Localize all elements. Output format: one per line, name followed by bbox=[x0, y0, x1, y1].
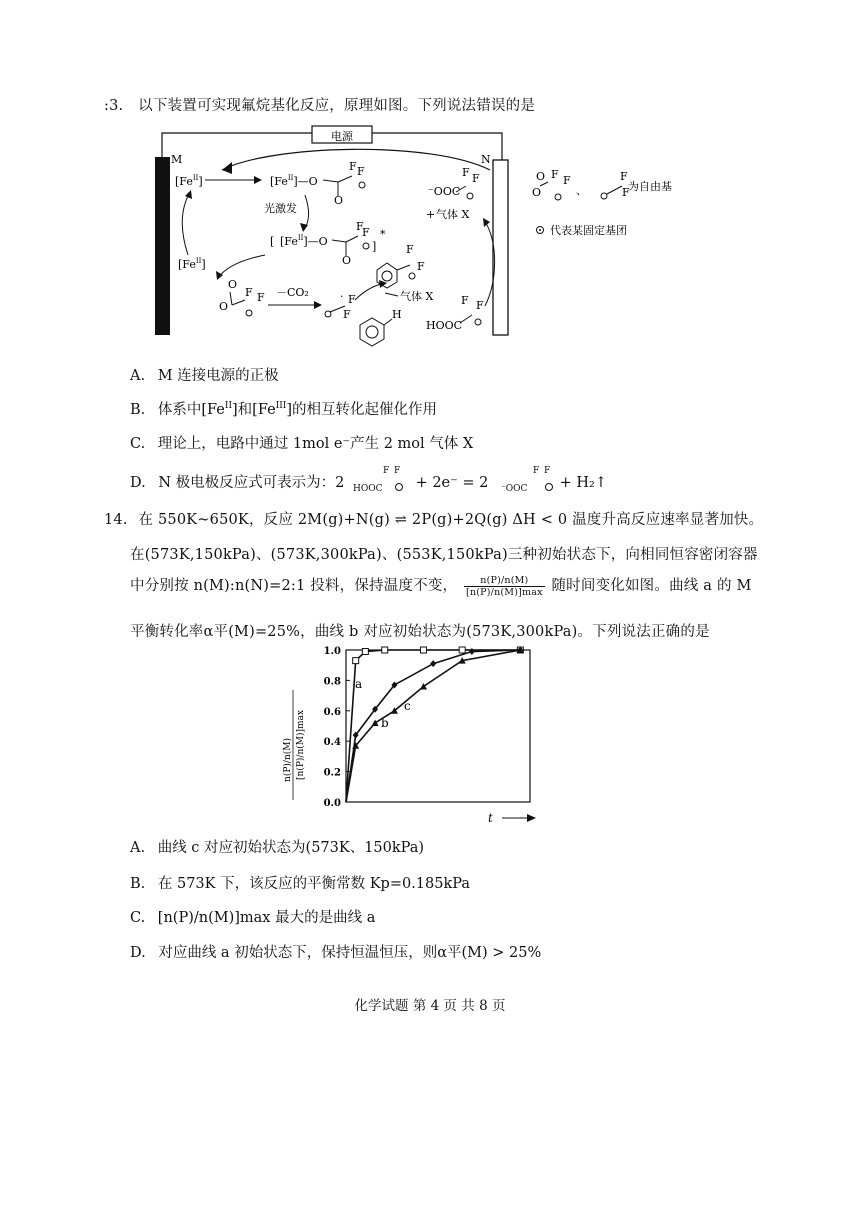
q14-line4: 平衡转化率α平(M)=25%，曲线 b 对应初始状态为(573K,300kPa)。下列说法正确的是 bbox=[130, 624, 710, 640]
h-label: H bbox=[392, 308, 402, 321]
q14-option-c bbox=[130, 906, 375, 927]
q13-option-b bbox=[130, 398, 437, 419]
point-c bbox=[372, 719, 379, 726]
chart-ylabel-den bbox=[295, 710, 306, 780]
y-tick-label: 1.0 bbox=[323, 646, 341, 657]
y-tick-label: 0.4 bbox=[323, 737, 341, 749]
q13-option-b-tail: ]的相互转化起催化作用 bbox=[286, 402, 438, 418]
svg-text:O: O bbox=[219, 300, 229, 313]
svg-text:O: O bbox=[536, 170, 546, 183]
svg-text:]: ] bbox=[372, 240, 377, 253]
q14-line2: 在(573K,150kPa)、(573K,300kPa)、(553K,150kPa)三种初始状态下，向相同恒容密闭容器 bbox=[130, 547, 758, 563]
chart-ylabel-num-text: n(P)/n(M) bbox=[283, 738, 293, 782]
svg-text:F: F bbox=[362, 226, 370, 239]
point-b bbox=[469, 648, 475, 655]
hooc-label: HOOC bbox=[426, 319, 463, 332]
svg-text:O: O bbox=[532, 186, 542, 199]
q14-option-a-letter: A. bbox=[130, 840, 146, 856]
q13-option-b-sup1: II bbox=[224, 401, 233, 412]
svg-text:F: F bbox=[245, 286, 253, 299]
series-line-c bbox=[346, 650, 520, 802]
svg-text:F: F bbox=[622, 186, 630, 199]
q13-number: :3. bbox=[104, 98, 124, 114]
legend-group: 代表某固定基团 bbox=[550, 224, 627, 237]
q13-option-b-letter: B. bbox=[130, 402, 146, 418]
q14-line3-a: 中分别按 n(M):n(N)=2:1 投料，保持温度不变， bbox=[130, 578, 458, 594]
ratio-denominator: [n(P)/n(M)]max bbox=[466, 586, 543, 598]
anion-label: ⁻OOC bbox=[428, 185, 461, 198]
electrode-n-label: N bbox=[481, 153, 491, 166]
q14-option-b-letter: B. bbox=[130, 876, 146, 892]
point-b bbox=[430, 660, 436, 667]
series-label-c: c bbox=[404, 699, 411, 713]
svg-text:·: · bbox=[340, 290, 344, 303]
q13-option-d bbox=[130, 466, 607, 496]
q13-option-a-letter: A. bbox=[130, 368, 146, 384]
q14-option-d-text: 对应曲线 a 初始状态下，保持恒温恒压，则α平(M) > 25% bbox=[158, 945, 542, 961]
q13-option-d-eq-tail: + H₂↑ bbox=[559, 475, 607, 491]
svg-text:F: F bbox=[551, 168, 559, 181]
q14-line1-text: 在 550K~650K，反应 2M(g)+N(g) ⇌ 2P(g)+2Q(g) ΔH < 0 温度升高反应速率显著加快。 bbox=[138, 512, 764, 528]
excited-star: * bbox=[380, 228, 386, 241]
q14-line3 bbox=[130, 574, 752, 598]
q13-option-b-text: 体系中[Fe bbox=[157, 402, 225, 418]
svg-text:F: F bbox=[563, 174, 571, 187]
svg-text:F: F bbox=[357, 165, 365, 178]
svg-text:O: O bbox=[334, 194, 344, 207]
svg-text:+: + bbox=[426, 208, 436, 221]
gas-x-1: 气体 X bbox=[436, 208, 470, 221]
svg-text:F: F bbox=[462, 166, 470, 179]
svg-text:F: F bbox=[417, 260, 425, 273]
chart-xlabel: t bbox=[488, 811, 493, 825]
svg-text:[FeII]: $[Fe^{II}]$ bbox=[178, 257, 206, 271]
q14-line1 bbox=[104, 508, 763, 529]
legend-radical: 为自由基 bbox=[628, 180, 672, 193]
svg-text:F: F bbox=[343, 308, 351, 321]
electrode-m bbox=[155, 157, 170, 335]
chart-ylabel-num bbox=[282, 738, 293, 782]
ratio-fraction bbox=[464, 575, 545, 598]
y-tick-label: 0.2 bbox=[323, 767, 341, 779]
q14-option-c-text: [n(P)/n(M)]max 最大的是曲线 a bbox=[157, 910, 376, 926]
series-label-a: a bbox=[355, 677, 363, 691]
y-tick-label: 0.6 bbox=[323, 706, 341, 718]
q13-option-d-letter: D. bbox=[130, 475, 146, 491]
series-label-b: b bbox=[381, 716, 389, 730]
electrode-n bbox=[493, 160, 508, 335]
point-a bbox=[420, 647, 426, 653]
q13-option-d-eq-mid: + 2e⁻ = 2 bbox=[415, 475, 489, 491]
q14-option-c-letter: C. bbox=[130, 910, 146, 926]
q13-option-b-mid: ]和[Fe bbox=[232, 402, 276, 418]
svg-text:[FeII]: $[Fe^{II}]$ bbox=[175, 174, 203, 188]
svg-text:F: F bbox=[476, 299, 484, 312]
hooc-structure-1: HOOC F F bbox=[349, 470, 411, 496]
q14-option-b bbox=[130, 872, 470, 893]
q13-option-b-sup2: III bbox=[275, 401, 287, 412]
anion-structure-1: ⁻OOC F F bbox=[493, 470, 555, 496]
q13-option-a-text: M 连接电源的正极 bbox=[157, 368, 279, 384]
point-a bbox=[362, 649, 368, 655]
q13-option-c-letter: C. bbox=[130, 436, 146, 452]
electrode-m-label: M bbox=[171, 153, 183, 166]
svg-text:F: F bbox=[356, 220, 364, 233]
svg-text:[FeII]—O: $[Fe^{II}]—O$ bbox=[280, 234, 328, 248]
svg-text:[FeII]—O: $[Fe^{II}]—O$ bbox=[270, 174, 318, 188]
svg-text:F: F bbox=[348, 293, 356, 306]
q14-option-a-text: 曲线 c 对应初始状态为(573K、150kPa) bbox=[157, 840, 425, 856]
svg-text:O: O bbox=[342, 254, 352, 267]
q14-option-a bbox=[130, 836, 424, 857]
chart-ylabel-den-text: [n(P)/n(M)]max bbox=[296, 710, 306, 780]
q13-option-a bbox=[130, 364, 279, 385]
q13-option-c bbox=[130, 432, 473, 453]
ratio-numerator: n(P)/n(M) bbox=[464, 575, 545, 587]
q14-chart bbox=[0, 640, 860, 830]
svg-text:F: F bbox=[406, 243, 414, 256]
legend-sep: 、 bbox=[576, 184, 587, 197]
svg-text:F: F bbox=[349, 160, 357, 173]
q14-option-b-text: 在 573K 下，该反应的平衡常数 Kp=0.185kPa bbox=[157, 876, 471, 892]
q13-option-c-text: 理论上，电路中通过 1mol e⁻产生 2 mol 气体 X bbox=[157, 436, 474, 452]
y-tick-label: 0.0 bbox=[323, 798, 341, 809]
svg-text:O: O bbox=[228, 278, 238, 291]
page-footer: 化学试题 第 4 页 共 8 页 bbox=[354, 998, 506, 1014]
q13-stem-text: 以下装置可实现氟烷基化反应，原理如图。下列说法错误的是 bbox=[138, 98, 536, 114]
svg-text:F: F bbox=[620, 170, 628, 183]
q14-line3-b: 随时间变化如图。曲线 a 的 M bbox=[551, 578, 752, 594]
power-label: 电源 bbox=[331, 130, 353, 143]
svg-text:[: [ bbox=[270, 235, 275, 248]
minus-co2: －CO₂ bbox=[276, 286, 309, 299]
point-a bbox=[459, 647, 465, 653]
y-tick-label: 0.8 bbox=[323, 676, 341, 688]
q14-number: 14. bbox=[104, 512, 128, 528]
q13-option-d-text: N 极电极反应式可表示为：2 bbox=[158, 475, 345, 491]
gas-x-2: 气体 X bbox=[400, 290, 434, 303]
q14-option-d-letter: D. bbox=[130, 945, 146, 961]
svg-text:F: F bbox=[257, 291, 265, 304]
chart-plot-frame bbox=[346, 650, 530, 802]
q14-option-d bbox=[130, 941, 541, 962]
point-a bbox=[353, 658, 359, 664]
photo-label: 光激发 bbox=[264, 202, 297, 215]
point-a bbox=[382, 647, 388, 653]
svg-text:F: F bbox=[472, 172, 480, 185]
svg-text:F: F bbox=[461, 294, 469, 307]
